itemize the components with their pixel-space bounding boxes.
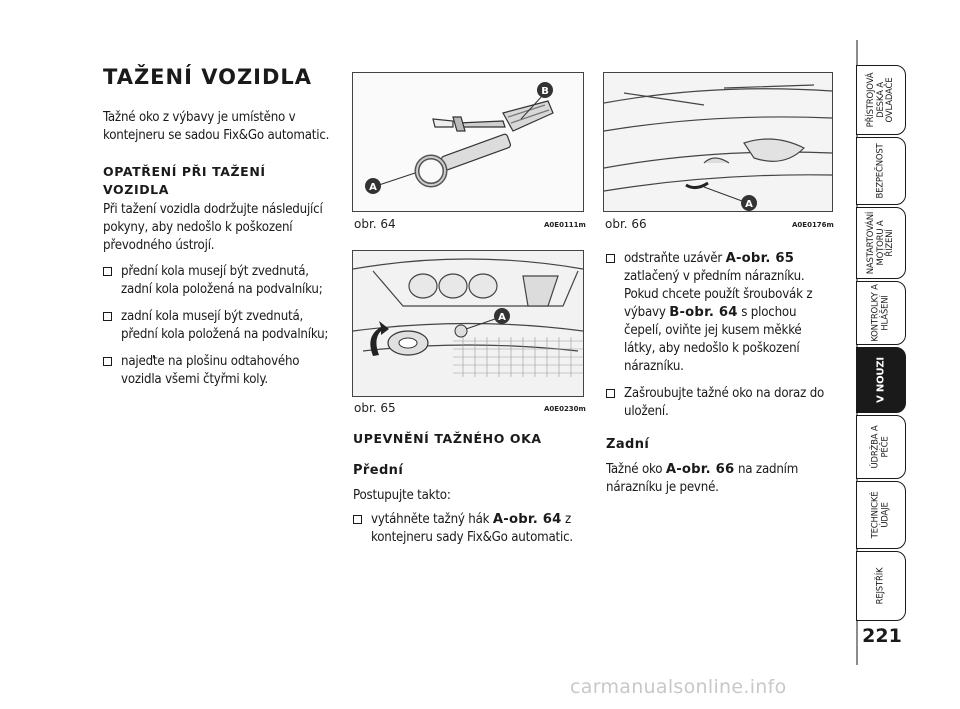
mounting-heading: UPEVNĚNÍ TAŽNÉHO OKA bbox=[353, 431, 542, 446]
tow-eye-and-screwdriver-illustration bbox=[353, 73, 583, 211]
tab-label: PŘÍSTROJOVÁ DESKA A OVLADAČE bbox=[865, 72, 895, 128]
figure-64-caption: obr. 64 bbox=[354, 217, 396, 231]
tab-kontrolky[interactable] bbox=[856, 281, 906, 345]
label-a: A bbox=[498, 312, 506, 323]
precautions-text: Při tažení vozidla dodržujte následující pokyny, aby nedošlo k poškození převodného ústrojí. bbox=[103, 202, 323, 253]
figure-66-caption: obr. 66 bbox=[605, 217, 647, 231]
watermark: carmanualsonline.info bbox=[570, 676, 787, 698]
intro-paragraph: Tažné oko z výbavy je umístěno v kontejneru se sadou Fix&Go automatic. bbox=[103, 110, 330, 143]
label-b: B bbox=[541, 86, 549, 97]
figure-65-code: A0E0230m bbox=[544, 405, 586, 413]
page-number: 221 bbox=[862, 625, 902, 647]
figure-reference: A-obr. 64 bbox=[492, 512, 562, 527]
tab-technicke-udaje[interactable] bbox=[856, 481, 906, 549]
tab-label: REJSTŘÍK bbox=[875, 567, 886, 605]
list-item bbox=[606, 250, 832, 376]
list-item-text: najeďte na plošinu odtahového vozidla všemi čtyřmi koly. bbox=[121, 354, 300, 387]
checkbox-bullet-icon bbox=[103, 267, 112, 276]
checkbox-bullet-icon bbox=[353, 515, 362, 524]
figure-64 bbox=[352, 72, 584, 212]
left-column bbox=[103, 65, 335, 398]
tab-udrzba[interactable] bbox=[856, 415, 906, 479]
list-item bbox=[103, 353, 335, 389]
tab-label: TECHNICKÉ ÚDAJE bbox=[870, 491, 890, 539]
rear-bumper-illustration bbox=[604, 73, 832, 211]
intro-text bbox=[103, 109, 335, 145]
item-text: vytáhněte tažný hák bbox=[371, 512, 493, 527]
page-title: TAŽENÍ VOZIDLA bbox=[103, 65, 313, 89]
front-list bbox=[353, 511, 585, 547]
rear-heading: Zadní bbox=[606, 437, 650, 452]
item-text: z kontejneru sady Fix&Go automatic. bbox=[371, 512, 573, 545]
list-item bbox=[606, 385, 832, 421]
tab-label: NASTARTOVÁNÍ MOTORU A ŘÍZENÍ bbox=[865, 211, 895, 275]
label-a: A bbox=[369, 182, 377, 193]
rear-text-post: na zadním nárazníku je pevné. bbox=[606, 462, 799, 495]
right-column bbox=[606, 250, 832, 497]
tab-label: V NOUZI bbox=[875, 357, 887, 403]
tab-nastartovani[interactable] bbox=[856, 207, 906, 279]
tab-label: BEZPEČNOST bbox=[875, 143, 886, 199]
checkbox-bullet-icon bbox=[606, 254, 615, 263]
section-nav bbox=[840, 45, 960, 665]
checkbox-bullet-icon bbox=[103, 357, 112, 366]
precautions-heading: OPATŘENÍ PŘI TAŽENÍ VOZIDLA bbox=[103, 164, 266, 197]
figure-65-caption: obr. 65 bbox=[354, 401, 396, 415]
front-heading: Přední bbox=[353, 463, 404, 478]
item-text: s plochou čepelí, oviňte jej kusem měkké látky, aby nedošlo k poškození nárazníku. bbox=[624, 305, 802, 374]
rear-text bbox=[606, 461, 832, 497]
right-body bbox=[606, 250, 832, 497]
front-text: Postupujte takto: bbox=[353, 488, 451, 503]
list-item-text: zadní kola musejí být zvednutá, přední kola položená na podvalníku; bbox=[121, 309, 329, 342]
figure-65 bbox=[352, 250, 584, 397]
list-item bbox=[353, 511, 585, 547]
figure-64-code: A0E0111m bbox=[544, 221, 586, 229]
tab-label: ÚDRŽBA A PÉČE bbox=[870, 425, 890, 469]
tab-rejstrik[interactable] bbox=[856, 551, 906, 621]
figure-66 bbox=[603, 72, 833, 212]
figure-reference: B-obr. 64 bbox=[669, 305, 738, 320]
figure-reference: A-obr. 65 bbox=[725, 251, 795, 266]
checkbox-bullet-icon bbox=[103, 312, 112, 321]
figure-reference: A-obr. 66 bbox=[665, 462, 735, 477]
list-item bbox=[103, 263, 335, 299]
precautions-list bbox=[103, 263, 335, 389]
item-text: zatlačený v předním nárazníku. Pokud chcete použít šroubovák z výbavy bbox=[624, 269, 813, 320]
tab-label: KONTROLKY A HLÁŠENÍ bbox=[870, 284, 890, 342]
tab-pristrojova-deska[interactable] bbox=[856, 65, 906, 135]
figure-66-code: A0E0176m bbox=[792, 221, 834, 229]
item-text: odstraňte uzávěr bbox=[624, 251, 726, 266]
label-a: A bbox=[745, 199, 753, 210]
rear-text-pre: Tažné oko bbox=[606, 462, 666, 477]
item-text: Zašroubujte tažné oko na doraz do uložení. bbox=[624, 386, 825, 419]
precautions-body bbox=[103, 201, 335, 389]
tab-v-nouzi[interactable] bbox=[856, 347, 906, 413]
list-item bbox=[103, 308, 335, 344]
list-item-text: přední kola musejí být zvednutá, zadní kola položená na podvalníku; bbox=[121, 264, 323, 297]
front-body bbox=[353, 487, 585, 547]
front-list-continued bbox=[606, 250, 832, 421]
middle-column bbox=[353, 430, 585, 556]
tab-bezpecnost[interactable] bbox=[856, 137, 906, 205]
front-bumper-illustration bbox=[353, 251, 583, 396]
checkbox-bullet-icon bbox=[606, 389, 615, 398]
